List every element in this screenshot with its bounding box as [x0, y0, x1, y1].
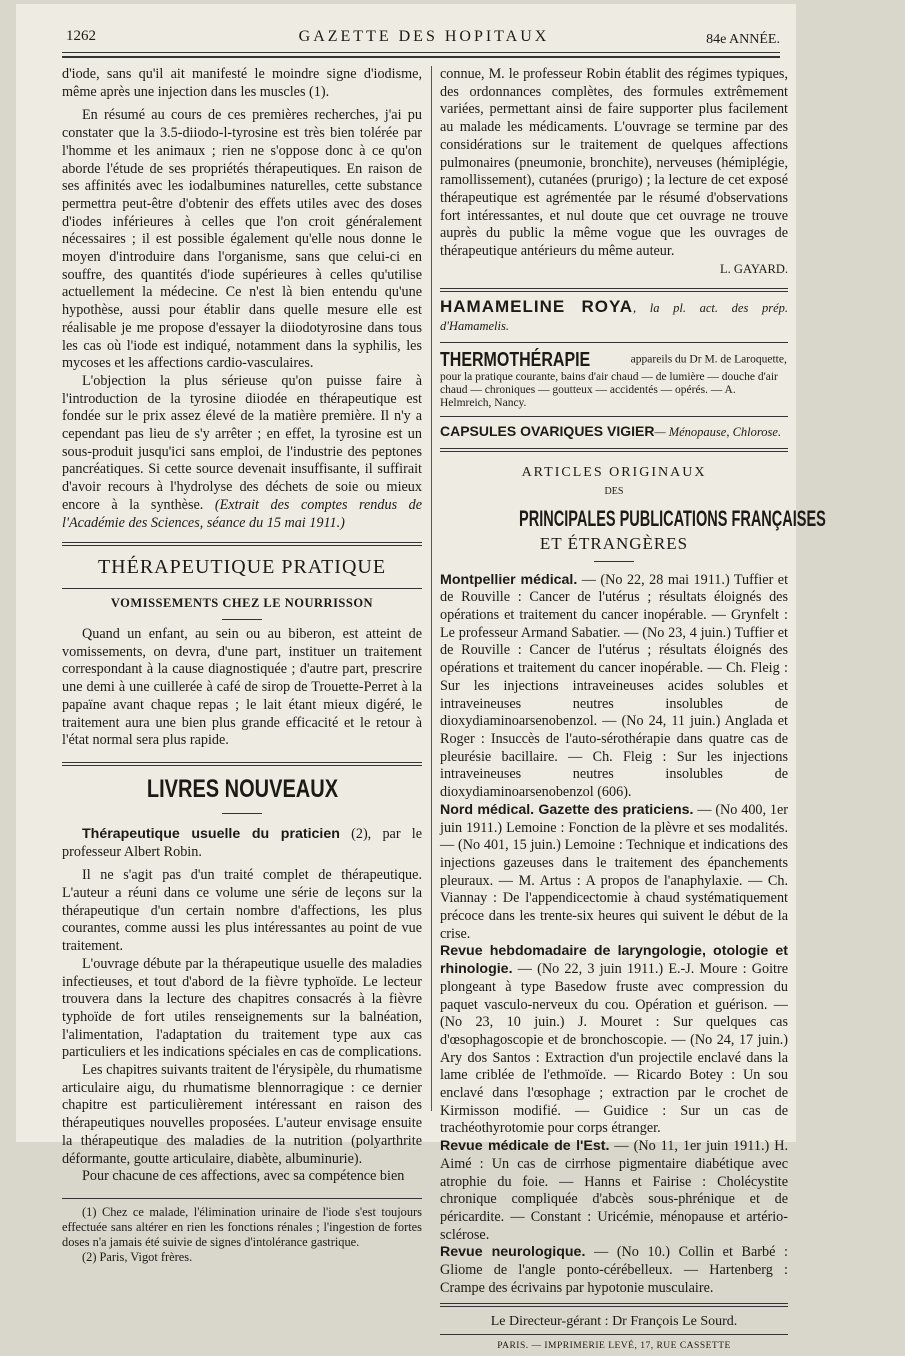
- book-title: Thérapeutique usuelle du praticien: [82, 825, 340, 842]
- short-divider: [594, 561, 634, 562]
- ad-brand: CAPSULES OVARIQUES VIGIER: [440, 422, 655, 439]
- paragraph: Les chapitres suivants traitent de l'érysipèle, du rhumatisme articulaire aigu, du rhumatisme blennorragique : ce dernier chapitre est particulièrement intéressant en raison des thérapeutiques nouvelles proposées. L'auteur envisage ensuite la thérapeutique des maladies de la nutrition (polyarthrite déformante, goutte articulaire, diabète, albuminurie).: [62, 1062, 422, 1167]
- review-entry: Nord médical. Gazette des praticiens. — (No 400, 1er juin 1911.) Lemoine : Fonction de la plèvre et ses modalités. — (No 401, 15 juin.) Lemoine : Technique et indications des injections gazeuses dans le traitement des épanchements pleuraux. — M. Artus : A propos de l'anaphylaxie. — Ch. Viannay : De l'appendicectomie à chaud systématiquement précoce dans les trente-six heures qui suivent le début de la crise.: [440, 801, 789, 942]
- ad-hamameline: [440, 298, 788, 335]
- paragraph: Il ne s'agit pas d'un traité complet de thérapeutique. L'auteur a réuni dans ce volume une série de leçons sur la thérapeutique d'un certain nombre d'affections, les plus courantes, comme aussi les plus intéressantes au point de vue traitement.: [62, 867, 422, 955]
- ad-divider: [440, 342, 788, 343]
- review-entry: Montpellier médical. — (No 22, 28 mai 1911.) Tuffier et de Rouville : Cancer de l'utérus ; résultats éloignés des opérations et traitement du cancer inopérable. — Grynfelt : Le professeur Armand Sabatier. — (No 23, 4 juin.) Tuffier et de Rouville : Cancer de l'utérus ; résultats éloignés des opérations et traitement du cancer inopérable. — Ch. Fleig : Sur les injections intraveineuses acides solubles et intraveineuses neutres insolubles de dioxydiaminoarsenobenzol. — (No 24, 11 juin.) Anglada et Roger : Insuccès de l'auto-sérothérapie dans quatre cas de pleurésie bacillaire. — Ch. Fleig : Sur les injections intraveineuses neutres insolubles de dioxydiaminoarsenobenzol (606).: [440, 571, 789, 801]
- footer-divider: [440, 1334, 788, 1335]
- book-heading: [62, 826, 422, 861]
- footnote-rule: [62, 1198, 422, 1199]
- etrangeres-heading: ET ÉTRANGÈRES: [539, 533, 689, 553]
- divider: [62, 588, 422, 589]
- ad-detail: appareils du Dr M. de Laroquette, pour la pratique courante, bains d'air chaud — de lumière — douche d'air chaud — chroniques — goutteux — accidentés — opérés. — A. Helmreich, Nancy.: [440, 353, 787, 409]
- journal-name: Revue hebdomadaire de laryngologie, otologie et rhinologie.: [440, 943, 788, 978]
- ad-brand: HAMAMELINE ROYA: [440, 297, 634, 317]
- ad-capsules: [440, 423, 788, 442]
- journal-title: GAZETTE DES HOPITAUX: [298, 28, 550, 45]
- review-entry: Revue hebdomadaire de laryngologie, otologie et rhinologie. — (No 22, 3 juin 1911.) E.-J. Moure : Goitre plongeant à type Basedow fruste avec compression du paquet vasculo-nerveux du cou. Opération et guérison. — (No 23, 10 juin.) J. Mouret : Sur quelques cas d'œsophagoscopie et de bronchoscopie. — (No 24, 17 juin.) Ary dos Santos : Extraction d'un projectile enclavé dans la lame criblée de l'ethmoïde. — Ricardo Botey : Un sou enclavé dans l'œsophage ; extraction par le crochet de Kirmisson modifié. — Guidice : Sur un cas de trachéothyrotomie pour corps étranger.: [440, 943, 788, 1137]
- section-rule: [62, 762, 422, 766]
- journal-name: Nord médical. Gazette des praticiens.: [440, 801, 694, 818]
- journal-name: Revue neurologique.: [440, 1244, 586, 1261]
- journal-name: Montpellier médical.: [440, 571, 578, 588]
- paragraph: d'iode, sans qu'il ait manifesté le moindre signe d'iodisme, même après une injection dans les muscles (1).: [62, 66, 422, 100]
- signature: L. GAYARD.: [720, 261, 788, 276]
- review-entry: Revue médicale de l'Est. — (No 11, 1er juin 1911.) H. Aimé : Un cas de cirrhose pigmentaire diabétique avec atrophie du foie. — Hanns et Fairise : Cholécystite chronique compliquée d'abcès sous-phrénique et de péricardite. — Constant : Uricémie, ménopause et artério-sclérose.: [440, 1138, 789, 1243]
- subheading-vomissements: VOMISSEMENTS CHEZ LE NOURRISSON: [110, 596, 374, 611]
- short-divider: [222, 813, 262, 814]
- paragraph: connue, M. le professeur Robin établit des régimes typiques, des ordonnances complètes, des formules extrêmement variées, permettant ainsi de faire supporter plus facilement au malade les médicaments. L'ouvrage se termine par des considérations sur le traitement de quelques affections pulmonaires (pneumonie, bronchite), nerveuses (hémiplégie, ramollissement), cutanées (prurigo) ; la lecture de cet exposé thérapeutique est agrémentée par le résumé d'observations fort intéressantes, et nul doute que cet ouvrage ne trouve auprès du public la même vogue que les ouvrages de thérapeutique antérieurs du même auteur.: [440, 66, 788, 260]
- imprint: PARIS. — IMPRIMERIE LEVÉ, 17, RUE CASSETTE: [497, 1341, 731, 1352]
- directeur-gerant: Le Directeur-gérant : Dr François Le Sourd.: [490, 1314, 738, 1330]
- ad-divider: [440, 416, 788, 417]
- ad-brand: THERMOTHÉRAPIE: [440, 348, 591, 371]
- articles-kicker: ARTICLES ORIGINAUX: [521, 464, 707, 480]
- ad-rule: [440, 448, 788, 452]
- short-divider: [222, 619, 262, 620]
- citation: (Extrait des comptes rendus de l'Académie des Sciences, séance du 15 mai 1911.): [62, 496, 423, 531]
- paragraph: L'objection la plus sérieuse qu'on puisse faire à l'introduction de la tyrosine diiodée en thérapeutique est fondée sur le prix assez élevé de la matière première. Il n'y a cependant pas lieu de s'y arrêter ; en effet, la tyrosine est un sous-produit jusqu'ici sans emploi, de l'industrie des peptones pancréatiques. Si cette source devenait insuffisante, il suffirait d'avoir recours à l'hydrolyse des déchets de soie ou mieux encore à la synthèse. (Extrait des comptes rendus de l'Académie des Sciences, séance du 15 mai 1911.): [62, 372, 423, 531]
- ad-detail: — Ménopause, Chlorose.: [654, 424, 782, 439]
- ad-thermotherapie: [440, 349, 788, 410]
- section-heading-livres: LIVRES NOUVEAUX: [146, 774, 338, 803]
- year-label: 84e ANNÉE.: [706, 32, 780, 47]
- running-header: [60, 24, 788, 50]
- ad-detail: , la pl. act. des prép. d'Hamamelis.: [440, 301, 788, 334]
- journal-name: Revue médicale de l'Est.: [440, 1138, 610, 1155]
- left-column: [62, 66, 422, 1265]
- column-divider: [431, 66, 432, 1111]
- section-heading-therapeutique: THÉRAPEUTIQUE PRATIQUE: [97, 556, 387, 579]
- footnote-1: (1) Chez ce malade, l'élimination urinaire de l'iode s'est toujours effectuée sans altérer en rien les fonctions rénales ; l'ingestion de fortes doses n'a jamais été suivie de signes d'intolérance gastrique.: [62, 1204, 422, 1249]
- footer-rule: [440, 1303, 788, 1307]
- section-rule: [62, 542, 422, 546]
- ad-rule: [440, 288, 788, 292]
- book-byline: (2), par le professeur Albert Robin.: [62, 825, 423, 860]
- header-rule: [62, 52, 780, 53]
- paragraph: Quand un enfant, au sein ou au biberon, est atteint de vomissements, on devra, d'une part, instituer un traitement correspondant à la cause diagnostiquée ; d'autre part, prescrire une demi à une cuillerée à café de sirop de Trouette-Perret à la papaïne avant chaque repas ; le lait étant mieux digéré, le traitement aura une bien plus grande efficacité et le retour à l'état normal sera plus rapide.: [62, 625, 422, 749]
- paragraph: Pour chacune de ces affections, avec sa compétence bien: [82, 1168, 405, 1185]
- paragraph: L'ouvrage débute par la thérapeutique usuelle des maladies infectieuses, et tout d'abord de la fièvre typhoïde. Le lecteur trouvera dans la lecture des chapitres consacrés à la fièvre typhoïde de fort utiles renseignements sur la balnéation, l'alimentation, l'adaptation du traitement type aux cas particuliers et les indications spéciales en cas de complications.: [62, 955, 422, 1061]
- articles-des: DES: [604, 486, 624, 498]
- review-entry: Revue neurologique. — (No 10.) Collin et Barbé : Gliome de l'angle ponto-cérébelleux. — Hartenberg : Crampe des écrivains par hypotonie musculaire.: [440, 1244, 788, 1296]
- principales-heading: PRINCIPALES PUBLICATIONS FRANÇAISES: [519, 505, 826, 531]
- footnote-2: (2) Paris, Vigot frères.: [82, 1249, 193, 1264]
- page-number: 1262: [66, 28, 96, 44]
- paragraph: En résumé au cours de ces premières recherches, j'ai pu constater que la 3.5-diiodo-l-tyrosine est très bien tolérée par l'homme et les animaux ; rien ne s'oppose donc à ce qu'on aborde l'étude de ses propriétés thérapeutiques. En raison de ses affinités avec les iodalbumines naturelles, cette substance permettra peut-être d'obtenir des effets utiles avec des doses d'iodes inférieures à celles que l'on croit généralement nécessaires ; il est possible également qu'elle nous donne le moyen d'introduire dans l'organisme, sans que celui-ci en souffre, des quantités d'iode supérieures à celles qu'utilise actuellement la médecine. Ce n'est là bien entendu qu'une hypothèse, aussi pour établir dans quelle mesure elle est réalisable je me propose d'essayer la diiodotyrosine dans tous les cas où l'iode est indiqué, notamment dans la syphilis, les mycoses et les affections cardio-vasculaires.: [62, 107, 422, 372]
- header-rule-thick: [62, 56, 780, 58]
- right-column: [440, 66, 826, 1356]
